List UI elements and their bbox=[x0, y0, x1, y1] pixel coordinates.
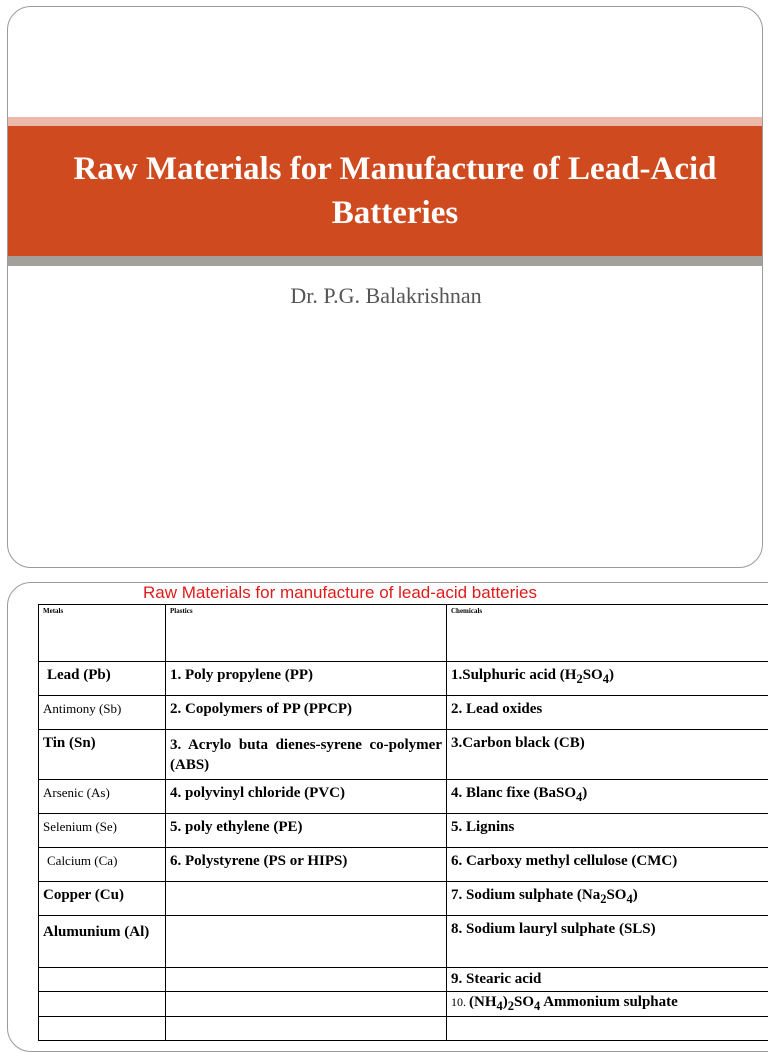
chemical-cell: 2. Lead oxides bbox=[447, 696, 768, 730]
plastic-cell: 6. Polystyrene (PS or HIPS) bbox=[166, 848, 447, 882]
metal-cell bbox=[39, 1017, 166, 1041]
plastic-cell: 2. Copolymers of PP (PPCP) bbox=[166, 696, 447, 730]
table-row bbox=[39, 992, 768, 1017]
table-row bbox=[39, 730, 768, 780]
table-header-row bbox=[39, 605, 768, 662]
plastic-cell bbox=[166, 968, 447, 992]
metal-cell: Selenium (Se) bbox=[39, 814, 166, 848]
plastic-cell bbox=[166, 992, 447, 1017]
plastic-cell bbox=[166, 916, 447, 968]
metal-cell: Antimony (Sb) bbox=[39, 696, 166, 730]
metal-cell bbox=[39, 968, 166, 992]
header-chemicals: Chemicals bbox=[447, 605, 768, 662]
header-plastics: Plastics bbox=[166, 605, 447, 662]
author-name: Dr. P.G. Balakrishnan bbox=[8, 283, 763, 309]
plastic-cell: 5. poly ethylene (PE) bbox=[166, 814, 447, 848]
metal-cell: Calcium (Ca) bbox=[39, 848, 166, 882]
plastic-cell: 3. Acrylo buta dienes-syrene co-polymer (ABS) bbox=[166, 730, 447, 780]
plastic-cell: 1. Poly propylene (PP) bbox=[166, 662, 447, 696]
table-slide-title: Raw Materials for manufacture of lead-acid batteries bbox=[143, 583, 537, 603]
table-row bbox=[39, 1017, 768, 1041]
metal-cell: Lead (Pb) bbox=[39, 662, 166, 696]
slide-title: Raw Materials for Manufacture of Lead-Acid Batteries bbox=[45, 147, 745, 235]
metal-cell: Alumunium (Al) bbox=[39, 916, 166, 968]
chemical-cell: 8. Sodium lauryl sulphate (SLS) bbox=[447, 916, 768, 968]
table-row bbox=[39, 696, 768, 730]
chemical-cell: 9. Stearic acid bbox=[447, 968, 768, 992]
table-row bbox=[39, 882, 768, 916]
plastic-cell bbox=[166, 1017, 447, 1041]
metal-cell: Tin (Sn) bbox=[39, 730, 166, 780]
raw-materials-table bbox=[38, 604, 768, 1041]
table-row bbox=[39, 780, 768, 814]
table-row bbox=[39, 916, 768, 968]
chemical-cell: 3.Carbon black (CB) bbox=[447, 730, 768, 780]
title-band bbox=[8, 126, 762, 256]
chemical-cell: 5. Lignins bbox=[447, 814, 768, 848]
raw-materials-slide bbox=[7, 582, 768, 1052]
table-row bbox=[39, 848, 768, 882]
chemical-cell: 7. Sodium sulphate $(Na_2SO_4)$ bbox=[447, 882, 768, 916]
table-row bbox=[39, 814, 768, 848]
chemical-cell: 1.Sulphuric acid $(H_2SO_4)$ bbox=[447, 662, 768, 696]
metal-cell bbox=[39, 992, 166, 1017]
title-slide bbox=[7, 6, 763, 568]
chemical-cell: 6. Carboxy methyl cellulose (CMC) bbox=[447, 848, 768, 882]
table-row bbox=[39, 662, 768, 696]
header-metals: Metals bbox=[39, 605, 166, 662]
bottom-accent-stripe bbox=[8, 256, 762, 266]
chemical-cell: 4. Blanc fixe (BaSO$_4$) bbox=[447, 780, 768, 814]
plastic-cell: 4. polyvinyl chloride (PVC) bbox=[166, 780, 447, 814]
top-accent-stripe bbox=[8, 117, 762, 126]
table-row bbox=[39, 968, 768, 992]
chemical-cell: 10. $(NH_4)_2SO_4$ Ammonium sulphate bbox=[447, 992, 768, 1017]
metal-cell: Arsenic (As) bbox=[39, 780, 166, 814]
plastic-cell bbox=[166, 882, 447, 916]
metal-cell: Copper (Cu) bbox=[39, 882, 166, 916]
chemical-cell bbox=[447, 1017, 768, 1041]
